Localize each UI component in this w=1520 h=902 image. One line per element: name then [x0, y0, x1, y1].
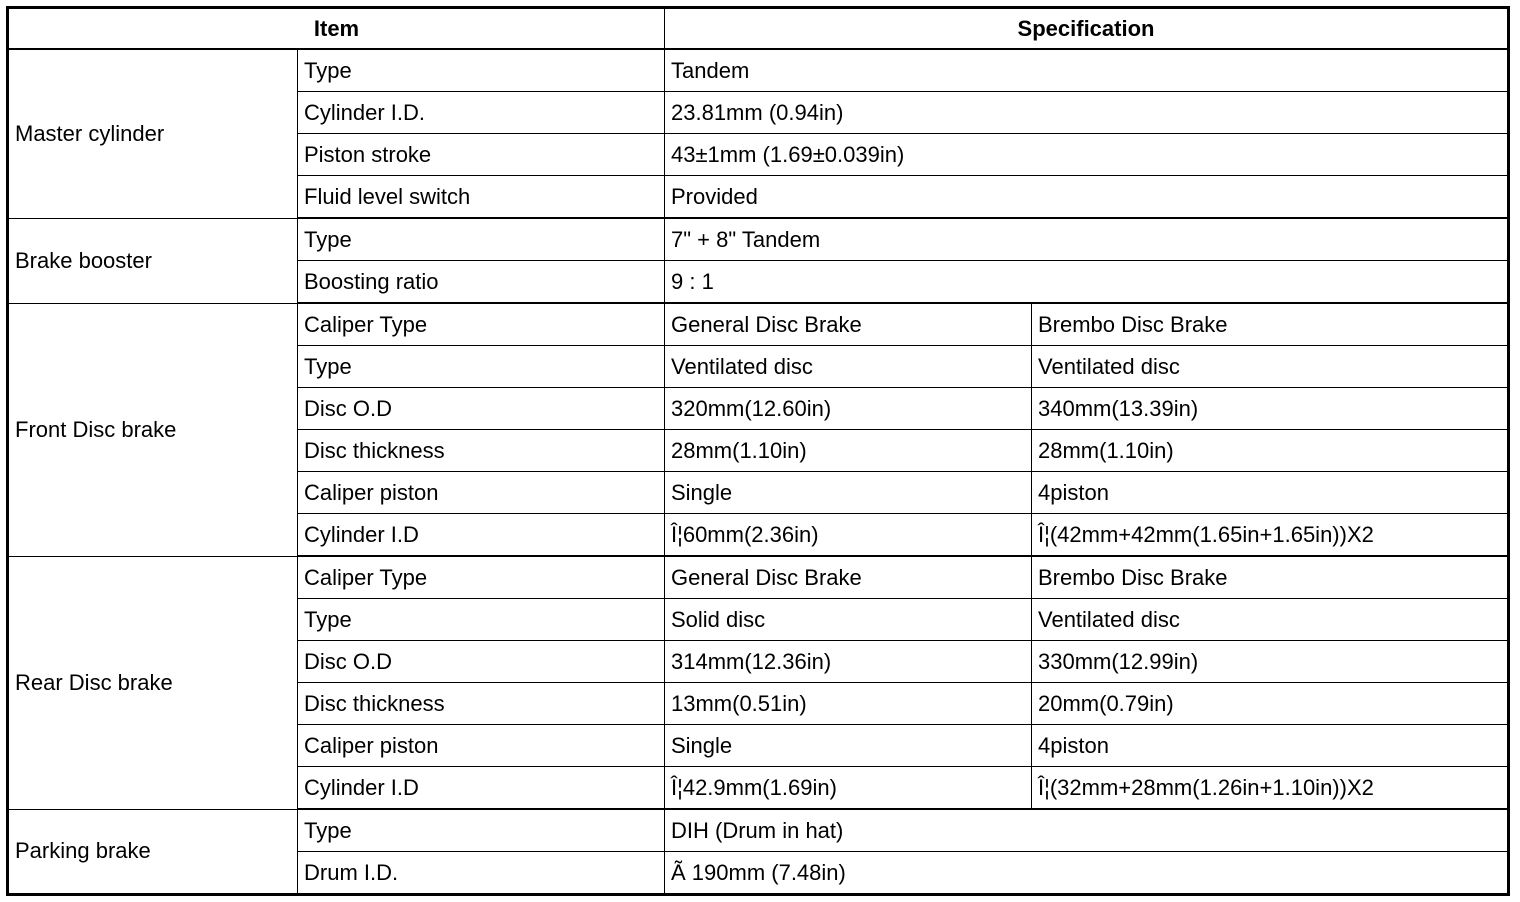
row-general: General Disc Brake: [665, 556, 1032, 599]
row-general: 320mm(12.60in): [665, 388, 1032, 430]
row-name: Cylinder I.D: [298, 514, 665, 557]
table-row: [8, 556, 1509, 599]
row-name: Disc O.D: [298, 641, 665, 683]
table-row: [8, 303, 1509, 346]
row-brembo: 4piston: [1032, 725, 1509, 767]
row-name: Type: [298, 346, 665, 388]
row-name: Drum I.D.: [298, 852, 665, 895]
row-brembo: 20mm(0.79in): [1032, 683, 1509, 725]
row-general: 13mm(0.51in): [665, 683, 1032, 725]
row-name: Disc thickness: [298, 683, 665, 725]
row-name: Caliper piston: [298, 472, 665, 514]
row-brembo: 28mm(1.10in): [1032, 430, 1509, 472]
row-name: Type: [298, 599, 665, 641]
group-parking-brake: Parking brake: [8, 809, 298, 895]
row-name: Piston stroke: [298, 134, 665, 176]
row-general: Single: [665, 725, 1032, 767]
row-brembo: 4piston: [1032, 472, 1509, 514]
row-value: DIH (Drum in hat): [665, 809, 1509, 852]
row-brembo: Ventilated disc: [1032, 599, 1509, 641]
row-brembo: Brembo Disc Brake: [1032, 303, 1509, 346]
row-name: Fluid level switch: [298, 176, 665, 219]
row-value: 9 : 1: [665, 261, 1509, 304]
row-value: Provided: [665, 176, 1509, 219]
row-name: Disc O.D: [298, 388, 665, 430]
row-name: Caliper piston: [298, 725, 665, 767]
group-front-disc-brake: Front Disc brake: [8, 303, 298, 556]
row-brembo: Î¦(32mm+28mm(1.26in+1.10in))X2: [1032, 767, 1509, 810]
group-rear-disc-brake: Rear Disc brake: [8, 556, 298, 809]
row-name: Caliper Type: [298, 556, 665, 599]
row-general: Solid disc: [665, 599, 1032, 641]
row-brembo: 330mm(12.99in): [1032, 641, 1509, 683]
header-item: Item: [8, 8, 665, 50]
brake-spec-table: [6, 6, 1510, 896]
row-value: 23.81mm (0.94in): [665, 92, 1509, 134]
row-general: Î¦60mm(2.36in): [665, 514, 1032, 557]
row-value: Ã 190mm (7.48in): [665, 852, 1509, 895]
row-general: 28mm(1.10in): [665, 430, 1032, 472]
row-brembo: Î¦(42mm+42mm(1.65in+1.65in))X2: [1032, 514, 1509, 557]
row-value: 43±1mm (1.69±0.039in): [665, 134, 1509, 176]
row-name: Cylinder I.D: [298, 767, 665, 810]
table-row: [8, 49, 1509, 92]
row-general: General Disc Brake: [665, 303, 1032, 346]
row-name: Disc thickness: [298, 430, 665, 472]
row-name: Type: [298, 218, 665, 261]
row-brembo: Ventilated disc: [1032, 346, 1509, 388]
row-name: Type: [298, 809, 665, 852]
group-master-cylinder: Master cylinder: [8, 49, 298, 218]
row-value: Tandem: [665, 49, 1509, 92]
header-row: [8, 8, 1509, 50]
table-row: [8, 218, 1509, 261]
row-general: 314mm(12.36in): [665, 641, 1032, 683]
header-specification: Specification: [665, 8, 1509, 50]
group-brake-booster: Brake booster: [8, 218, 298, 303]
row-brembo: 340mm(13.39in): [1032, 388, 1509, 430]
row-general: Î¦42.9mm(1.69in): [665, 767, 1032, 810]
row-name: Caliper Type: [298, 303, 665, 346]
table-row: [8, 809, 1509, 852]
row-value: 7" + 8" Tandem: [665, 218, 1509, 261]
row-general: Ventilated disc: [665, 346, 1032, 388]
row-brembo: Brembo Disc Brake: [1032, 556, 1509, 599]
row-name: Cylinder I.D.: [298, 92, 665, 134]
row-name: Boosting ratio: [298, 261, 665, 304]
row-name: Type: [298, 49, 665, 92]
row-general: Single: [665, 472, 1032, 514]
